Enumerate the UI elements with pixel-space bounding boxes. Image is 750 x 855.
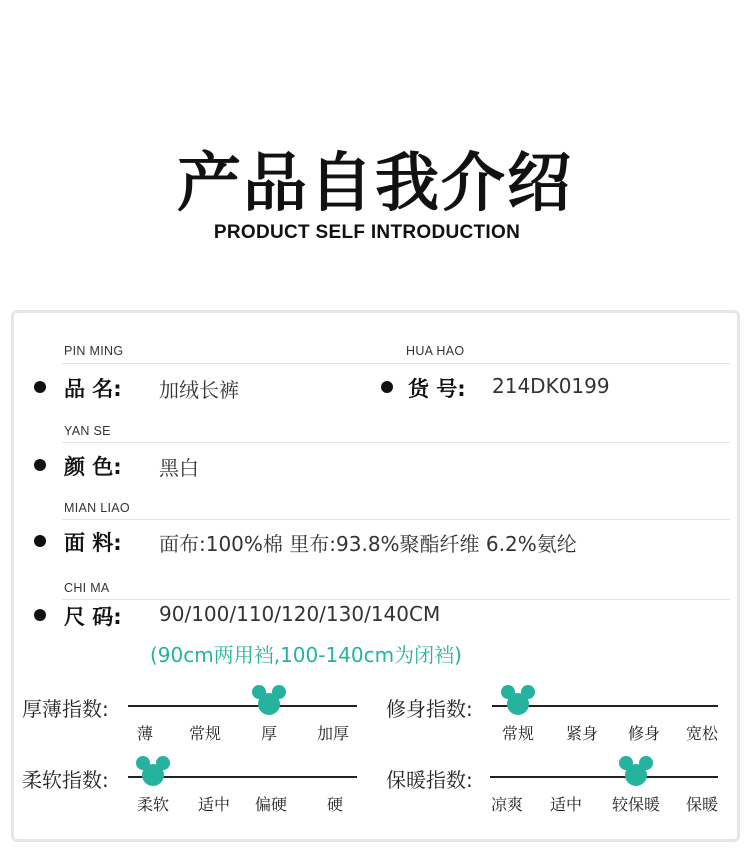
field-label-size: 尺 码: xyxy=(64,605,122,629)
warmth-index-option: 适中 xyxy=(549,795,583,814)
fit-index-option: 修身 xyxy=(627,724,661,743)
page-title: 产品自我介绍 xyxy=(177,147,573,221)
mouse-head-icon xyxy=(250,685,288,719)
field-label-color: 颜 色: xyxy=(64,455,122,479)
fit-index-option: 紧身 xyxy=(565,724,599,743)
divider xyxy=(62,599,730,600)
field-label-item-no: 货 号: xyxy=(408,377,466,401)
fit-index-option: 常规 xyxy=(501,724,535,743)
warmth-index-scale-line xyxy=(490,776,718,778)
pinyin-mian-liao: MIAN LIAO xyxy=(64,501,130,515)
thickness-index-option: 薄 xyxy=(136,724,154,743)
mouse-head-icon xyxy=(134,756,172,790)
bullet-dot-icon xyxy=(34,381,46,393)
warmth-index-option: 保暖 xyxy=(685,795,719,814)
field-label-name: 品 名: xyxy=(64,377,122,401)
softness-index-option: 柔软 xyxy=(136,795,170,814)
softness-index-option: 适中 xyxy=(197,795,231,814)
thickness-index-option: 加厚 xyxy=(316,724,350,743)
divider xyxy=(62,442,730,443)
field-value-size: 90/100/110/120/130/140CM xyxy=(159,602,441,626)
bullet-dot-icon xyxy=(34,459,46,471)
mouse-head-icon xyxy=(617,756,655,790)
softness-index-option: 偏硬 xyxy=(254,795,288,814)
divider xyxy=(62,363,730,364)
fit-index-option: 宽松 xyxy=(685,724,719,743)
softness-index-option: 硬 xyxy=(326,795,344,814)
mouse-head-icon xyxy=(499,685,537,719)
warmth-index-option: 凉爽 xyxy=(490,795,524,814)
thickness-index-option: 厚 xyxy=(260,724,278,743)
warmth-index-option: 较保暖 xyxy=(611,795,661,814)
pinyin-yan-se: YAN SE xyxy=(64,424,111,438)
field-value-fabric: 面布:100%棉 里布:93.8%聚酯纤维 6.2%氨纶 xyxy=(159,532,577,556)
page-subtitle: PRODUCT SELF INTRODUCTION xyxy=(213,222,521,243)
thickness-index-scale-line xyxy=(128,705,357,707)
bullet-dot-icon xyxy=(34,609,46,621)
size-note: (90cm两用裆,100-140cm为闭裆) xyxy=(150,643,462,667)
softness-index-label: 柔软指数: xyxy=(22,768,109,792)
bullet-dot-icon xyxy=(34,535,46,547)
field-value-name: 加绒长裤 xyxy=(159,378,239,402)
field-label-fabric: 面 料: xyxy=(64,531,122,555)
divider xyxy=(62,519,730,520)
pinyin-hua-hao: HUA HAO xyxy=(406,344,465,358)
fit-index-label: 修身指数: xyxy=(386,697,473,721)
thickness-index-option: 常规 xyxy=(188,724,222,743)
field-value-color: 黑白 xyxy=(159,456,199,480)
warmth-index-label: 保暖指数: xyxy=(386,768,473,792)
pinyin-pin-ming: PIN MING xyxy=(64,344,124,358)
pinyin-chi-ma: CHI MA xyxy=(64,581,110,595)
field-value-item-no: 214DK0199 xyxy=(492,374,610,398)
bullet-dot-icon xyxy=(381,381,393,393)
thickness-index-label: 厚薄指数: xyxy=(22,697,109,721)
